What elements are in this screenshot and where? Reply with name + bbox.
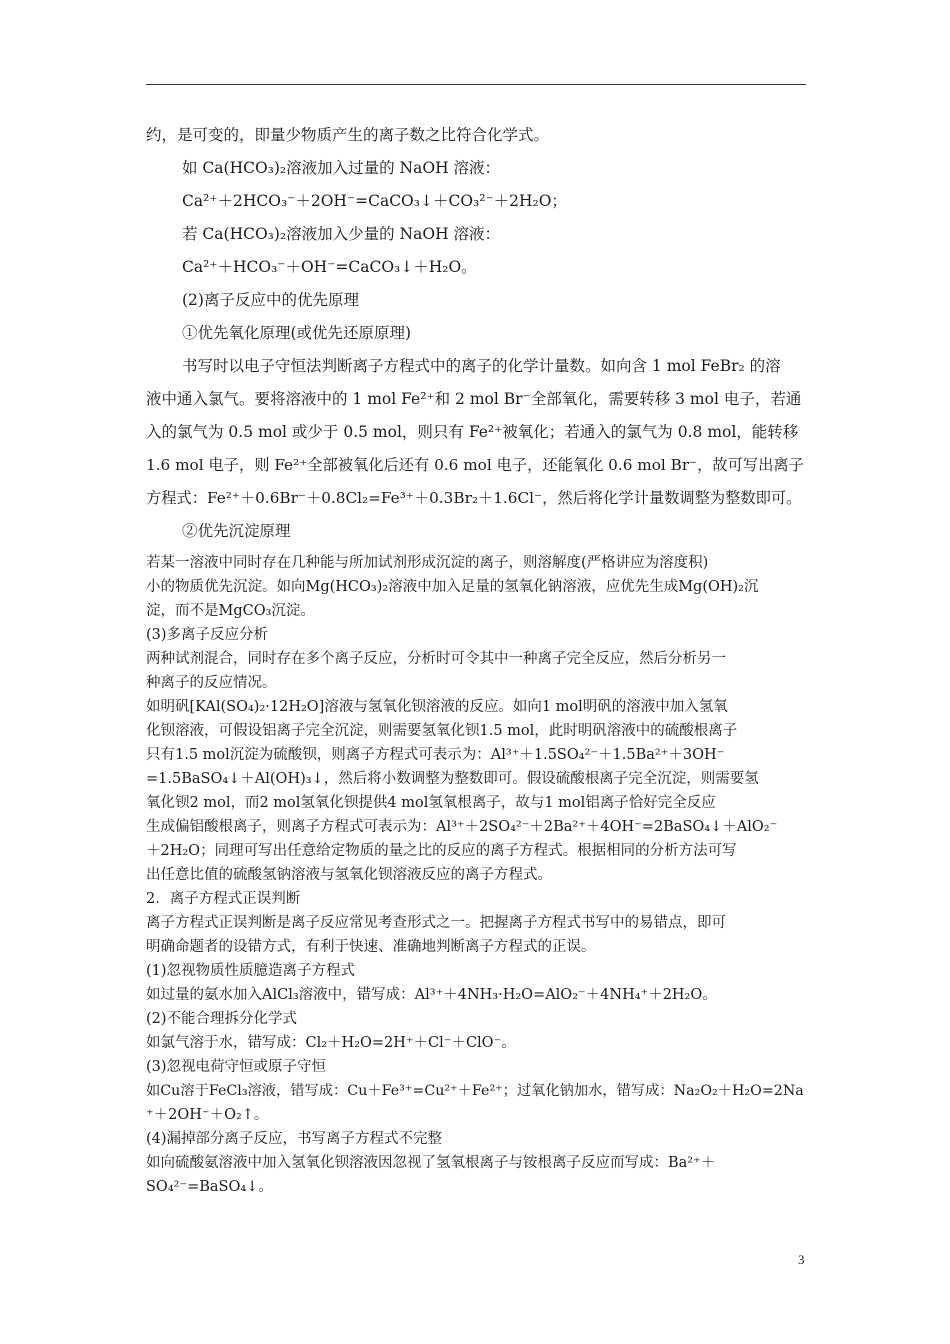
- text-line: ＋2H₂O；同理可写出任意给定物质的量之比的反应的离子方程式。根据相同的分析方法可写: [146, 843, 737, 859]
- text-line: 明确命题者的设错方式，有利于快速、准确地判断离子方程式的正误。: [146, 939, 596, 955]
- text-line: 1.6 mol 电子，则 Fe²⁺全部被氧化后还有 0.6 mol 电子，还能氧化 0.6 mol Br⁻，故可写出离子: [146, 456, 804, 474]
- text-line: 如Cu溶于FeCl₃溶液，错写成：Cu＋Fe³⁺=Cu²⁺＋Fe²⁺；过氧化钠加水，错写成：Na₂O₂＋H₂O=2Na: [146, 1083, 804, 1099]
- text-line: 若某一溶液中同时存在几种能与所加试剂形成沉淀的离子，则溶解度(严格讲应为溶度积): [146, 555, 709, 571]
- text-line: 如 Ca(HCO₃)₂溶液加入过量的 NaOH 溶液：: [182, 159, 501, 177]
- equation-line: Ca²⁺＋HCO₃⁻＋OH⁻=CaCO₃↓＋H₂O。: [182, 258, 477, 276]
- text-line: 如过量的氨水加入AlCl₃溶液中，错写成：Al³⁺＋4NH₃·H₂O=AlO₂⁻＋4NH₄⁺＋2H₂O。: [146, 987, 717, 1003]
- text-line: 如向硫酸氨溶液中加入氢氧化钡溶液因忽视了氢氧根离子与铵根离子反应而写成：Ba²⁺＋: [146, 1155, 716, 1171]
- text-line: 方程式：Fe²⁺＋0.6Br⁻＋0.8Cl₂=Fe³⁺＋0.3Br₂＋1.6Cl⁻，然后将化学计量数调整为整数即可。: [146, 489, 802, 507]
- section-heading: (3)多离子反应分析: [146, 627, 269, 643]
- text-line: 离子方程式正误判断是离子反应常见考查形式之一。把握离子方程式书写中的易错点，即可: [146, 915, 726, 931]
- section-heading: 2．离子方程式正误判断: [146, 891, 301, 907]
- subsection-heading: (1)忽视物质性质臆造离子方程式: [146, 963, 356, 979]
- subsection-heading: (3)忽视电荷守恒或原子守恒: [146, 1059, 327, 1075]
- text-line: 约，是可变的，即量少物质产生的离子数之比符合化学式。: [146, 126, 550, 144]
- text-line: 出任意比值的硫酸氢钠溶液与氢氧化钡溶液反应的离子方程式。: [146, 867, 552, 883]
- page-number: 3: [798, 1252, 805, 1267]
- text-line: 液中通入氯气。要将溶液中的 1 mol Fe²⁺和 2 mol Br⁻全部氧化，需要转移 3 mol 电子，若通: [146, 390, 802, 408]
- header-rule: [146, 84, 806, 85]
- text-line: 化钡溶液，可假设铝离子完全沉淀，则需要氢氧化钡1.5 mol，此时明矾溶液中的硫酸根离子: [146, 723, 738, 739]
- subsection-heading: (4)漏掉部分离子反应，书写离子方程式不完整: [146, 1131, 443, 1147]
- text-line: 入的氯气为 0.5 mol 或少于 0.5 mol，则只有 Fe²⁺被氧化；若通入的氯气为 0.8 mol，能转移: [146, 423, 799, 441]
- text-line: 小的物质优先沉淀。如向Mg(HCO₃)₂溶液中加入足量的氢氧化钠溶液，应优先生成Mg(OH)₂沉: [146, 579, 759, 595]
- text-line: ⁺＋2OH⁻＋O₂↑。: [146, 1107, 269, 1123]
- subsection-heading: ②优先沉淀原理: [182, 522, 291, 540]
- text-line: 若 Ca(HCO₃)₂溶液加入少量的 NaOH 溶液：: [182, 225, 501, 243]
- section-heading: (2)离子反应中的优先原理: [182, 291, 359, 309]
- text-line: 如氯气溶于水，错写成：Cl₂＋H₂O=2H⁺＋Cl⁻＋ClO⁻。: [146, 1035, 516, 1051]
- text-line: 书写时以电子守恒法判断离子方程式中的离子的化学计量数。如向含 1 mol FeBr₂ 的溶: [182, 357, 781, 375]
- equation-line: Ca²⁺＋2HCO₃⁻＋2OH⁻=CaCO₃↓＋CO₃²⁻＋2H₂O；: [182, 192, 567, 210]
- text-line: SO₄²⁻=BaSO₄↓。: [146, 1179, 273, 1195]
- subsection-heading: (2)不能合理拆分化学式: [146, 1011, 298, 1027]
- text-line: 种离子的反应情况。: [146, 675, 277, 691]
- subsection-heading: ①优先氧化原理(或优先还原原理): [182, 324, 412, 342]
- text-line: 生成偏铝酸根离子，则离子方程式可表示为：Al³⁺＋2SO₄²⁻＋2Ba²⁺＋4OH⁻=2BaSO₄↓＋AlO₂⁻: [146, 819, 778, 835]
- text-line: 如明矾[KAl(SO₄)₂·12H₂O]溶液与氢氧化钡溶液的反应。如向1 mol明矾的溶液中加入氢氧: [146, 699, 728, 715]
- text-line: 两种试剂混合，同时存在多个离子反应，分析时可令其中一种离子完全反应，然后分析另一: [146, 651, 726, 667]
- text-line: 只有1.5 mol沉淀为硫酸钡，则离子方程式可表示为：Al³⁺＋1.5SO₄²⁻＋1.5Ba²⁺＋3OH⁻: [146, 747, 725, 763]
- text-line: 氧化钡2 mol，而2 mol氢氧化钡提供4 mol氢氧根离子，故与1 mol铝离子恰好完全反应: [146, 795, 716, 811]
- text-line: 淀，而不是MgCO₃沉淀。: [146, 603, 315, 619]
- text-line: =1.5BaSO₄↓＋Al(OH)₃↓，然后将小数调整为整数即可。假设硫酸根离子完全沉淀，则需要氢: [146, 771, 759, 787]
